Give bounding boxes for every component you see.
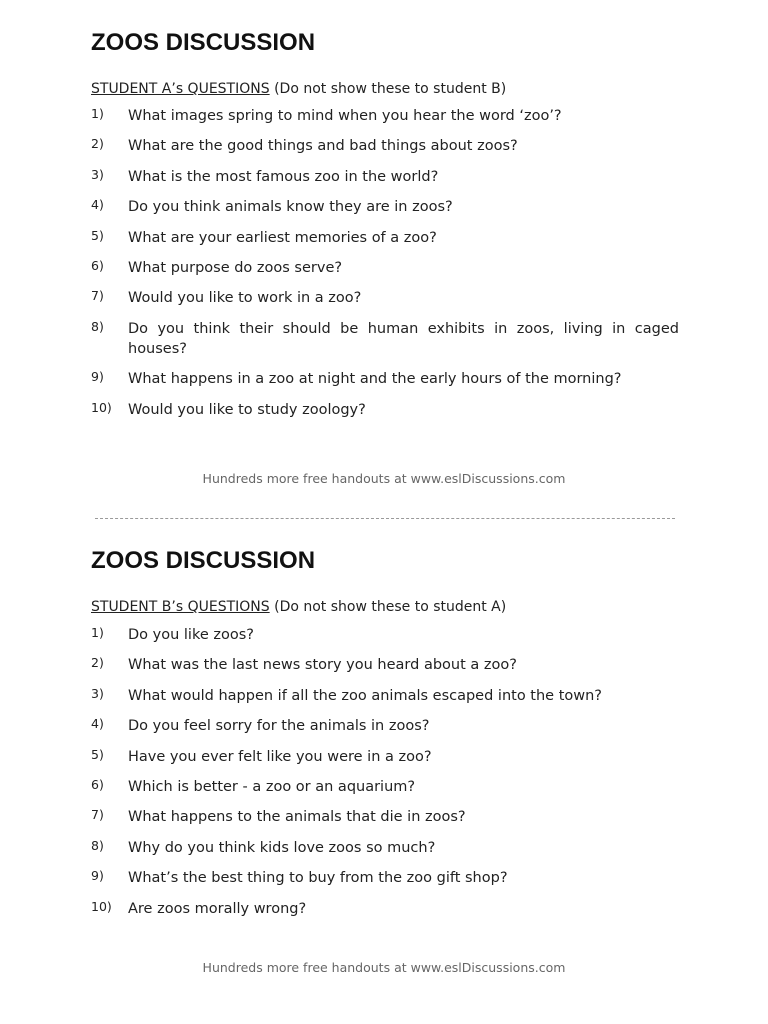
question-item — [91, 400, 679, 420]
question-number: 5) — [91, 746, 104, 762]
page-title-a: ZOOS DISCUSSION — [91, 29, 316, 56]
question-text: Are zoos morally wrong? — [128, 900, 307, 917]
question-item — [91, 288, 679, 308]
question-item — [91, 167, 679, 187]
question-item — [91, 228, 679, 248]
question-item — [91, 106, 679, 126]
question-number: 4) — [91, 716, 104, 732]
question-number: 6) — [91, 776, 104, 792]
question-text: Do you feel sorry for the animals in zoos? — [128, 718, 430, 735]
student-b-section — [91, 548, 679, 929]
question-number: 6) — [91, 257, 104, 273]
question-number: 9) — [91, 369, 104, 385]
question-text: What are your earliest memories of a zoo? — [128, 229, 437, 246]
question-number: 3) — [91, 685, 104, 701]
student-a-section — [91, 30, 679, 430]
question-text: Do you think their should be human exhibits in zoos, living in caged houses? — [128, 320, 679, 357]
question-text: What is the most famous zoo in the world? — [128, 168, 439, 185]
student-b-instruction: (Do not show these to student A) — [269, 599, 507, 615]
question-number: 1) — [91, 625, 104, 640]
student-a-question-list — [91, 106, 679, 420]
question-number: 7) — [91, 807, 104, 823]
student-a-instruction: (Do not show these to student B) — [269, 81, 507, 97]
question-text: What images spring to mind when you hear the word ‘zoo’? — [128, 108, 562, 124]
question-text: What happens to the animals that die in zoos? — [128, 809, 466, 826]
student-a-heading: STUDENT A’s QUESTIONS — [91, 81, 270, 97]
question-number: 10) — [91, 399, 112, 415]
question-number: 1) — [91, 106, 104, 121]
footer-link-b: Hundreds more free handouts at www.eslDiscussions.com — [202, 960, 566, 975]
question-number: 3) — [91, 166, 104, 182]
question-item — [91, 838, 679, 858]
question-text: What purpose do zoos serve? — [128, 259, 343, 276]
question-item — [91, 747, 679, 767]
question-item — [91, 899, 679, 919]
question-text: What would happen if all the zoo animals escaped into the town? — [128, 687, 603, 704]
question-number: 10) — [91, 898, 112, 914]
question-text: Would you like to study zoology? — [128, 401, 366, 418]
question-number: 8) — [91, 837, 104, 853]
question-item — [91, 655, 679, 675]
question-item — [91, 716, 679, 736]
question-text: What are the good things and bad things about zoos? — [128, 138, 518, 155]
page-title-b: ZOOS DISCUSSION — [91, 547, 316, 574]
question-text: What’s the best thing to buy from the zoo gift shop? — [128, 870, 508, 887]
question-item — [91, 319, 679, 359]
question-item — [91, 136, 679, 156]
question-text: Why do you think kids love zoos so much? — [128, 839, 436, 856]
footer-link-a: Hundreds more free handouts at www.eslDiscussions.com — [202, 471, 566, 486]
question-item — [91, 807, 679, 827]
question-text: Do you think animals know they are in zoos? — [128, 199, 453, 216]
question-text: Have you ever felt like you were in a zoo? — [128, 748, 432, 765]
student-b-subtitle — [91, 598, 679, 616]
question-text: Which is better - a zoo or an aquarium? — [128, 778, 416, 795]
cut-line-divider — [95, 518, 675, 519]
question-text: Would you like to work in a zoo? — [128, 290, 362, 307]
question-item — [91, 369, 679, 389]
question-number: 5) — [91, 227, 104, 243]
question-number: 7) — [91, 288, 104, 304]
question-text: What was the last news story you heard about a zoo? — [128, 657, 517, 674]
question-number: 4) — [91, 197, 104, 213]
question-item — [91, 686, 679, 706]
question-item — [91, 777, 679, 797]
question-item — [91, 625, 679, 645]
question-number: 2) — [91, 136, 104, 152]
question-item — [91, 868, 679, 888]
question-item — [91, 258, 679, 278]
question-number: 2) — [91, 655, 104, 671]
student-b-question-list — [91, 625, 679, 919]
question-item — [91, 197, 679, 217]
student-b-heading: STUDENT B’s QUESTIONS — [91, 599, 270, 615]
question-number: 8) — [91, 318, 104, 334]
question-text: What happens in a zoo at night and the early hours of the morning? — [128, 371, 622, 388]
student-a-subtitle — [91, 80, 679, 98]
question-text: Do you like zoos? — [128, 627, 254, 643]
question-number: 9) — [91, 868, 104, 884]
